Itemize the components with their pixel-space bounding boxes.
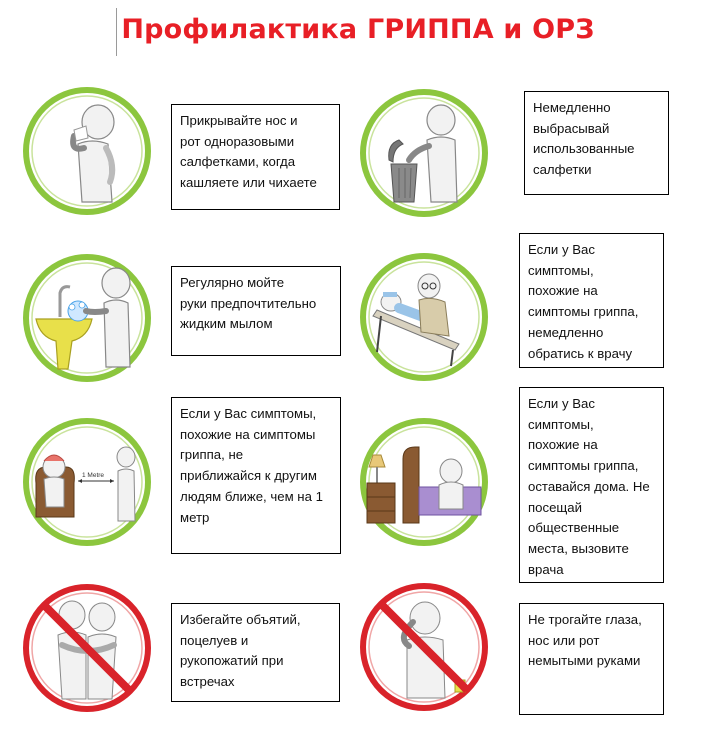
tip-text-box-discard-tissues: Немедленно выбрасывай использованные салфетки [524, 91, 669, 195]
tip-text-box-stay-home: Если у Вас симптомы, похожие на симптомы гриппа, оставайся дома. Не посещай общественные места, вызовите врача [519, 387, 664, 583]
no-touching-face-icon [359, 582, 489, 712]
tip-text-box-wash-hands: Регулярно мойте руки предпочтительно жидким мылом [171, 266, 341, 356]
sneeze-into-tissue-icon [22, 86, 152, 216]
stay-home-bed-icon [359, 417, 489, 547]
handwashing-sink-icon [22, 253, 152, 383]
tip-text-box-avoid-hugs: Избегайте объятий, поцелуев и рукопожатий при встречах [171, 603, 340, 702]
no-hugging-icon [22, 583, 152, 713]
distance-label: 1 Metre [82, 472, 105, 479]
tip-text-box-no-touch-face: Не трогайте глаза, нос или рот немытыми руками [519, 603, 664, 715]
one-metre-distance-icon [22, 417, 152, 547]
tip-text-box-see-doctor: Если у Вас симптомы, похожие на симптомы гриппа, немедленно обратись к врачу [519, 233, 664, 368]
trash-bin-icon [359, 88, 489, 218]
tip-text-box-keep-distance: Если у Вас симптомы, похожие на симптомы гриппа, не приближайся к другим людям ближе, чем на 1 метр [171, 397, 341, 554]
tip-text-box-cover-nose: Прикрывайте нос и рот одноразовыми салфетками, когда кашляете или чихаете [171, 104, 340, 210]
page-title: Профилактика ГРИППА и ОРЗ [121, 14, 595, 45]
doctor-visit-icon [359, 252, 489, 382]
